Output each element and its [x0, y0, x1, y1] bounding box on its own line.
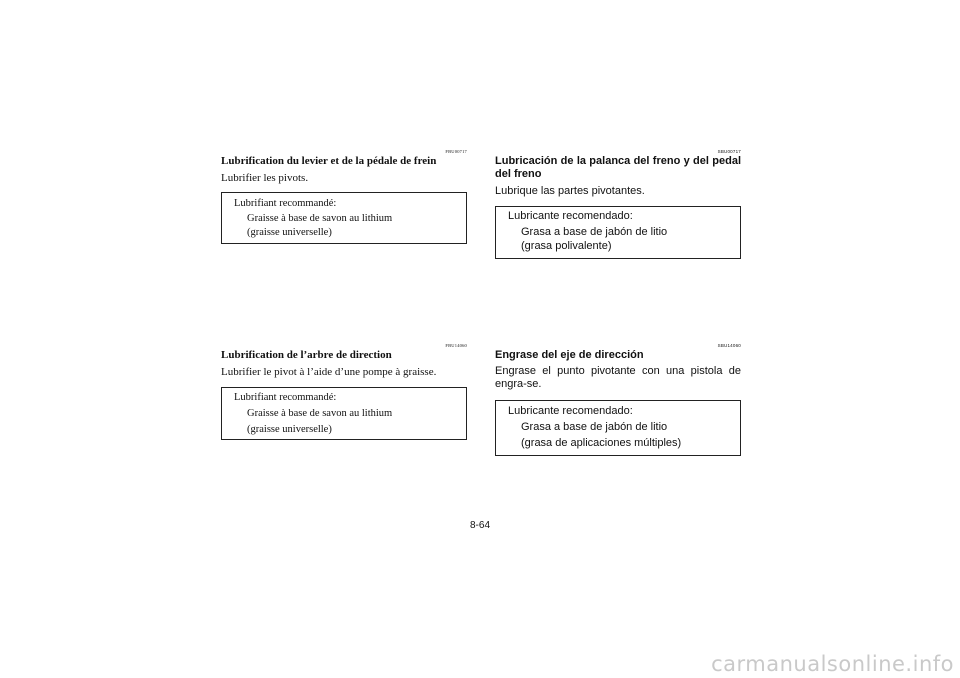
lubricant-line: (graisse universelle): [247, 227, 332, 238]
spanish-column: [495, 0, 741, 678]
section-text: Lubrifier les pivots.: [221, 172, 309, 184]
lubricant-line: Graisse à base de savon au lithium: [247, 213, 393, 224]
section-heading: Lubrification de l’arbre de direction: [221, 349, 392, 361]
section-code: SBU14060: [717, 343, 741, 348]
lubricant-label: Lubrifiant recommandé:: [234, 198, 337, 209]
section-code: SBU00717: [717, 149, 741, 154]
section-heading: Engrase del eje de dirección: [495, 349, 644, 361]
section-code: FBU14060: [445, 343, 467, 348]
french-column: [221, 0, 467, 678]
lubricant-line: Grasa a base de jabón de litio: [521, 421, 668, 433]
lubricant-label: Lubricante recomendado:: [508, 210, 633, 222]
lubricant-box: [221, 387, 467, 440]
section-code: FBU00717: [445, 149, 467, 154]
lubricant-line: (grasa de aplicaciones múltiples): [521, 437, 682, 449]
section-heading: Lubrification du levier et de la pédale de frein: [221, 155, 437, 167]
section-heading: Lubricación de la palanca del freno y del pedal del freno: [495, 155, 741, 180]
watermark: carmanualsonline.info: [711, 652, 954, 676]
lubricant-box: [221, 192, 467, 244]
lubricant-line: Grasa a base de jabón de litio: [521, 226, 668, 238]
lubricant-box: [495, 400, 741, 456]
lubricant-label: Lubrifiant recommandé:: [234, 392, 337, 403]
lubricant-line: (grasa polivalente): [521, 240, 612, 252]
lubricant-line: (graisse universelle): [247, 424, 332, 435]
section-text: Lubrifier le pivot à l’aide d’une pompe à graisse.: [221, 366, 437, 378]
lubricant-box: [495, 206, 741, 259]
lubricant-line: Graisse à base de savon au lithium: [247, 408, 393, 419]
section-text: Lubrique las partes pivotantes.: [495, 185, 645, 197]
lubricant-label: Lubricante recomendado:: [508, 405, 633, 417]
page-number: 8-64: [469, 520, 490, 531]
section-text: Engrase el punto pivotante con una pistola de engra-se.: [495, 365, 741, 390]
